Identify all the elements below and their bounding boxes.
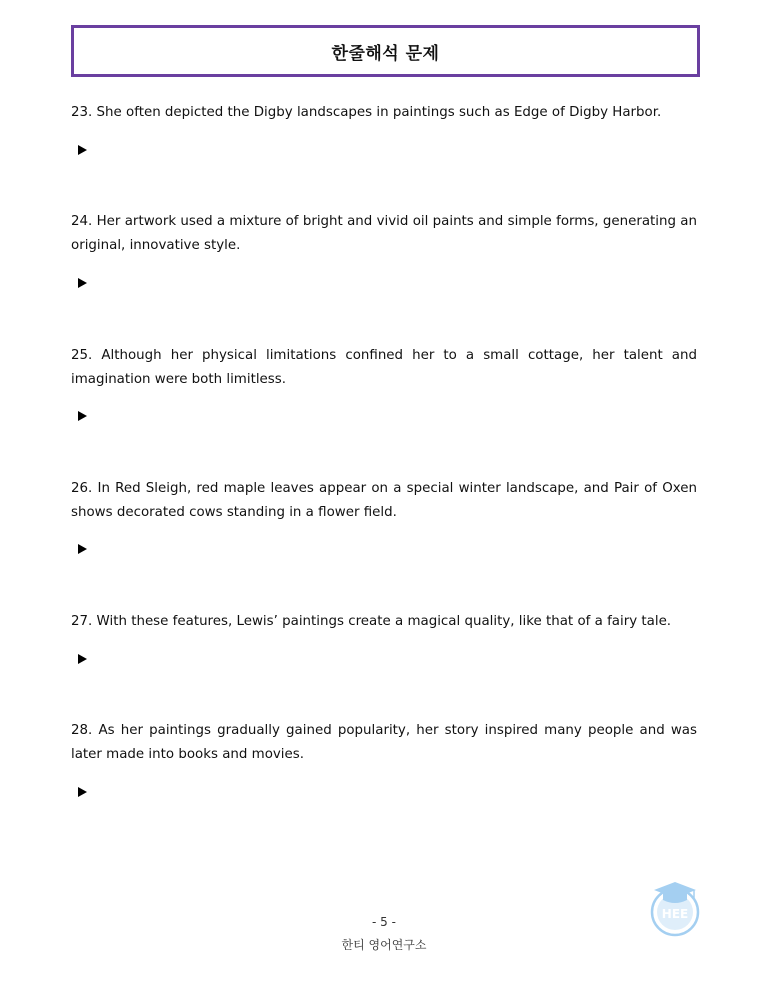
question-24: 24. Her artwork used a mixture of bright and vivid oil paints and simple forms, generating an original, innovative style. — [71, 214, 697, 253]
answer-arrow-icon — [78, 654, 87, 664]
graduation-cap-globe-icon — [648, 878, 702, 938]
answer-arrow-icon — [78, 145, 87, 155]
answer-arrow-icon — [78, 787, 87, 797]
answer-arrow-icon — [78, 411, 87, 421]
answer-arrow-icon — [78, 544, 87, 554]
question-28: 28. As her paintings gradually gained popularity, her story inspired many people and was later made into books and movies. — [71, 723, 697, 762]
question-25: 25. Although her physical limitations confined her to a small cottage, her talent and imagination were both limitless. — [71, 348, 697, 387]
question-23: 23. She often depicted the Digby landscapes in paintings such as Edge of Digby Harbor. — [71, 105, 662, 120]
answer-arrow-icon — [78, 278, 87, 288]
page-title: 한줄해석 문제 — [331, 43, 440, 64]
page-number: - 5 - — [372, 915, 396, 929]
question-27: 27. With these features, Lewis’ paintings create a magical quality, like that of a fairy tale. — [71, 614, 672, 629]
publisher-name: 한티 영어연구소 — [341, 938, 427, 952]
question-26: 26. In Red Sleigh, red maple leaves appear on a special winter landscape, and Pair of Oxen shows decorated cows standing in a flower field. — [71, 481, 697, 520]
logo-text: HEE — [661, 907, 689, 921]
title-box — [71, 25, 700, 77]
